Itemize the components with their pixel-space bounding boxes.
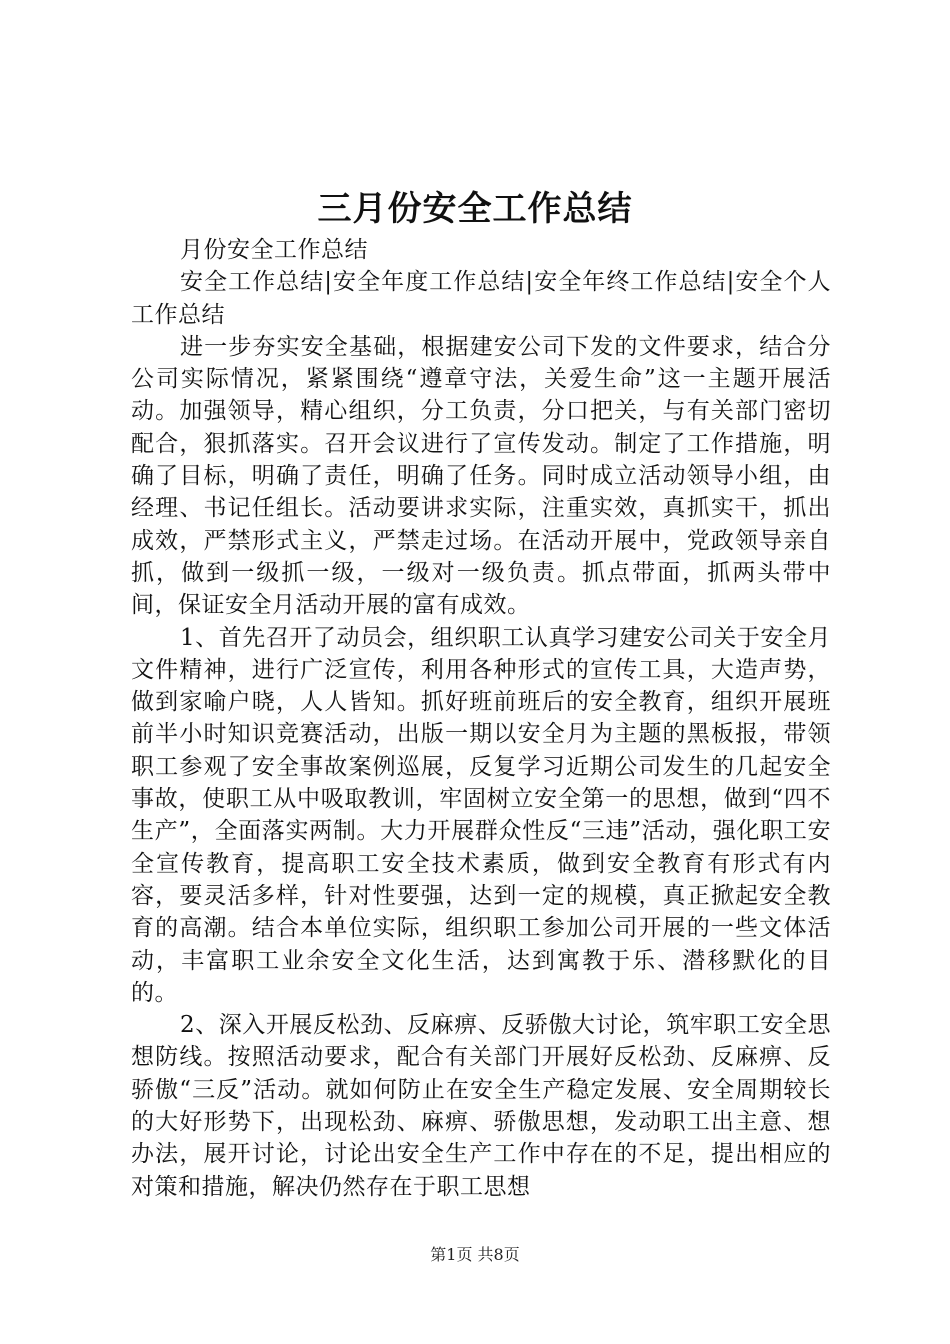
page-number-footer: 第1页 共8页 — [430, 1245, 520, 1264]
paragraph-subtitle: 月份安全工作总结 — [180, 237, 368, 263]
paragraph-intro: 进一步夯实安全基础，根据建安公司下发的文件要求，结合分公司实际情况，紧紧围绕“遵章守法，关爱生命”这一主题开展活动。加强领导，精心组织，分工负责，分口把关，与有关部门密切配合，狠抓落实。召开会议进行了宣传发动。制定了工作措施，明确了目标，明确了责任，明确了任务。同时成立活动领导小组，由经理、书记任组长。活动要讲求实际，注重实效，真抓实干，抓出成效，严禁形式主义，严禁走过场。在活动开展中，党政领导亲自抓，做到一级抓一级，一级对一级负责。抓点带面，抓两头带中间，保证安全月活动开展的富有成效。 — [131, 333, 831, 619]
paragraph-keywords: 安全工作总结|安全年度工作总结|安全年终工作总结|安全个人工作总结 — [131, 269, 831, 328]
document-title: 三月份安全工作总结 — [317, 189, 633, 229]
document-body — [131, 234, 831, 1203]
paragraph-item-1: 1、首先召开了动员会，组织职工认真学习建安公司关于安全月文件精神，进行广泛宣传，利用各种形式的宣传工具，大造声势，做到家喻户晓，人人皆知。抓好班前班后的安全教育，组织开展班前半小时知识竞赛活动，出版一期以安全月为主题的黑板报，带领职工参观了安全事故案例巡展，反复学习近期公司发生的几起安全事故，使职工从中吸取教训，牢固树立安全第一的思想，做到“四不生产”，全面落实两制。大力开展群众性反“三违”活动，强化职工安全宣传教育，提高职工安全技术素质，做到安全教育有形式有内容，要灵活多样，针对性要强，达到一定的规模，真正掀起安全教育的高潮。结合本单位实际，组织职工参加公司开展的一些文体活动，丰富职工业余安全文化生活，达到寓教于乐、潜移默化的目的。 — [131, 624, 831, 1006]
paragraph-item-2: 2、深入开展反松劲、反麻痹、反骄傲大讨论，筑牢职工安全思想防线。按照活动要求，配合有关部门开展好反松劲、反麻痹、反骄傲“三反”活动。就如何防止在安全生产稳定发展、安全周期较长的大好形势下，出现松劲、麻痹、骄傲思想，发动职工出主意、想办法，展开讨论，讨论出安全生产工作中存在的不足，提出相应的对策和措施，解决仍然存在于职工思想 — [131, 1012, 831, 1200]
